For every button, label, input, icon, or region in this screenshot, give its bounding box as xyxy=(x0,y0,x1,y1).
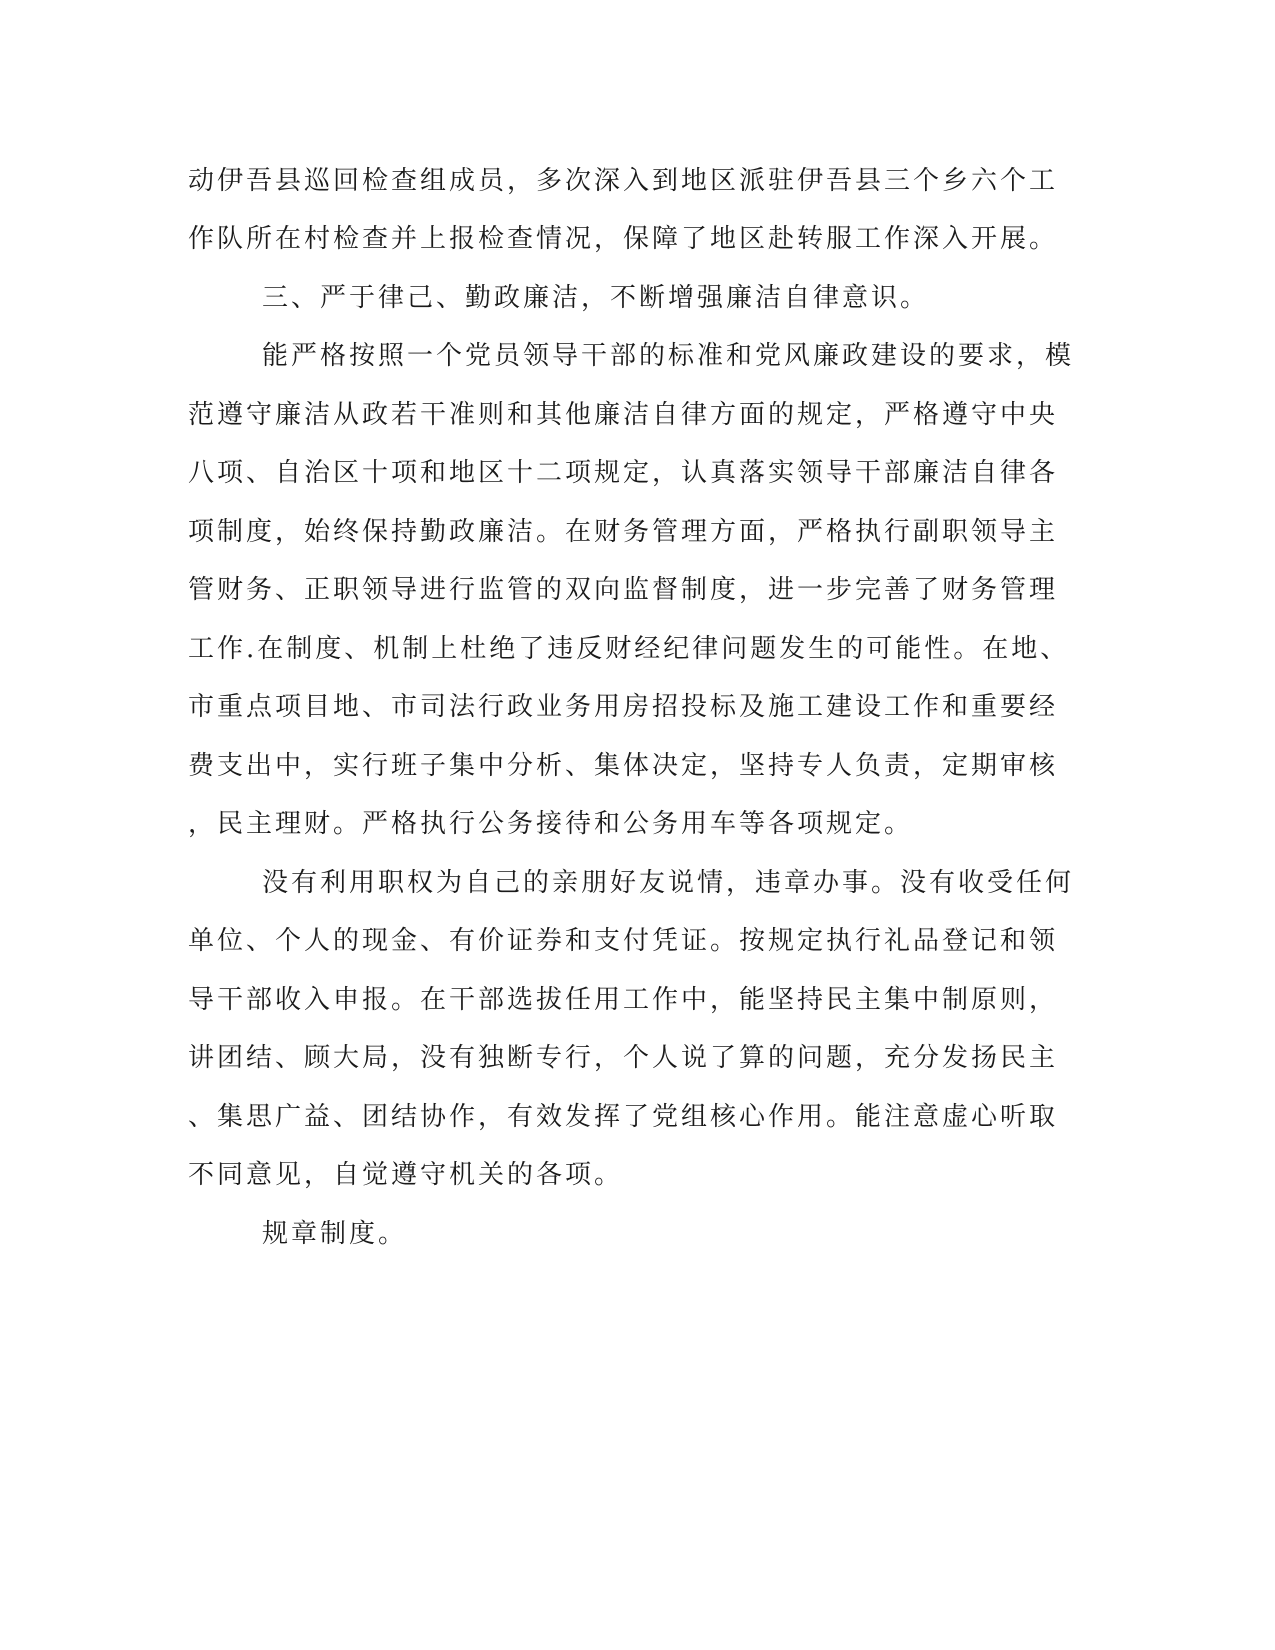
text-line: 费支出中，实行班子集中分析、集体决定，坚持专人负责，定期审核 xyxy=(188,751,1059,781)
text-line: 能严格按照一个党员领导干部的标准和党风廉政建设的要求，模 xyxy=(262,341,1075,371)
text-line: 管财务、正职领导进行监管的双向监督制度，进一步完善了财务管理 xyxy=(188,575,1059,605)
text-line: 作队所在村检查并上报检查情况，保障了地区赴转服工作深入开展。 xyxy=(188,224,1059,254)
text-line: 工作.在制度、机制上杜绝了违反财经纪律问题发生的可能性。在地、 xyxy=(188,634,1070,664)
text-line: 动伊吾县巡回检查组成员，多次深入到地区派驻伊吾县三个乡六个工 xyxy=(188,166,1059,196)
text-line: 八项、自治区十项和地区十二项规定，认真落实领导干部廉洁自律各 xyxy=(188,458,1059,488)
text-line: ，民主理财。严格执行公务接待和公务用车等各项规定。 xyxy=(188,809,914,839)
text-line: 市重点项目地、市司法行政业务用房招投标及施工建设工作和重要经 xyxy=(188,692,1059,722)
text-line: 、集思广益、团结协作，有效发挥了党组核心作用。能注意虚心听取 xyxy=(188,1102,1059,1132)
text-line: 不同意见，自觉遵守机关的各项。 xyxy=(188,1160,624,1190)
text-line: 单位、个人的现金、有价证券和支付凭证。按规定执行礼品登记和领 xyxy=(188,926,1059,956)
section-heading: 三、严于律己、勤政廉洁，不断增强廉洁自律意识。 xyxy=(262,283,930,313)
text-line: 导干部收入申报。在干部选拔任用工作中，能坚持民主集中制原则， xyxy=(188,985,1059,1015)
text-line: 规章制度。 xyxy=(262,1219,408,1249)
text-line: 范遵守廉洁从政若干准则和其他廉洁自律方面的规定，严格遵守中央 xyxy=(188,400,1059,430)
text-line: 讲团结、顾大局，没有独断专行，个人说了算的问题，充分发扬民主 xyxy=(188,1043,1059,1073)
text-line: 项制度，始终保持勤政廉洁。在财务管理方面，严格执行副职领导主 xyxy=(188,517,1059,547)
text-line: 没有利用职权为自己的亲朋好友说情，违章办事。没有收受任何 xyxy=(262,868,1075,898)
